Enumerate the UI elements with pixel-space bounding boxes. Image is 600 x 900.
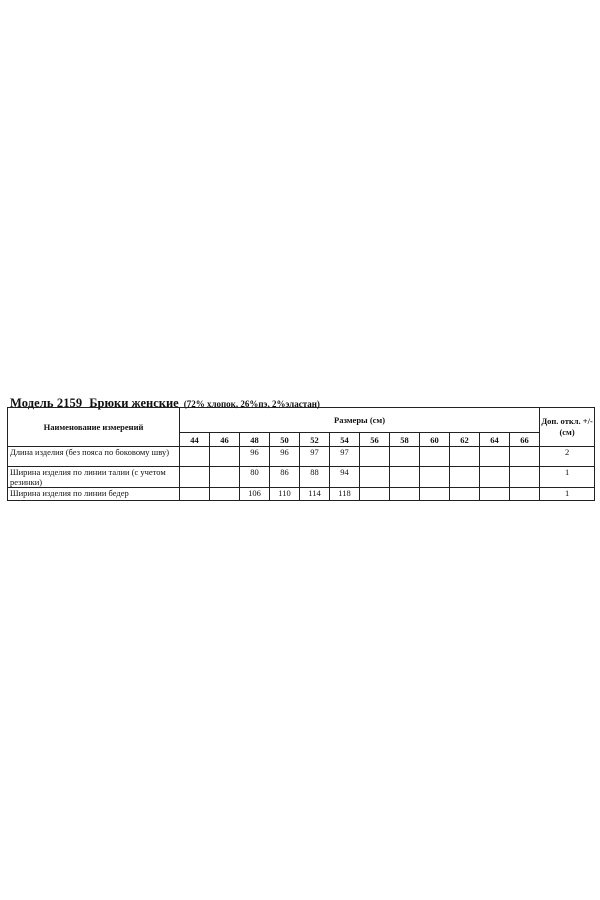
table-cell [360,467,390,488]
table-cell [360,447,390,467]
table-cell [360,488,390,501]
table-row [8,447,595,467]
header-deviation: Доп. откл. +/- (см) [540,408,595,447]
deviation-cell: 2 [540,447,595,467]
table-cell [390,447,420,467]
table-cell [390,488,420,501]
size-header-cell: 64 [480,433,510,447]
table-cell: 118 [330,488,360,501]
table-cell [180,447,210,467]
table-cell: 114 [300,488,330,501]
table-cell: 97 [330,447,360,467]
table-cell: 94 [330,467,360,488]
deviation-cell: 1 [540,467,595,488]
product-name: Брюки женские [89,396,179,410]
table-cell [210,488,240,501]
table-cell [510,447,540,467]
table-cell: 86 [270,467,300,488]
size-header-cell: 58 [390,433,420,447]
size-header-cell: 52 [300,433,330,447]
table-cell [480,488,510,501]
model-number: Модель 2159 [10,396,83,410]
table-cell [180,488,210,501]
table-cell: 110 [270,488,300,501]
table-cell [180,467,210,488]
table-cell: 97 [300,447,330,467]
table-cell [210,447,240,467]
size-header-cell: 60 [420,433,450,447]
header-sizes: Размеры (см) [180,408,540,433]
size-header-cell: 56 [360,433,390,447]
header-row [8,408,595,433]
table-row [8,467,595,488]
table-cell [450,447,480,467]
header-measurement-name: Наименование измерений [8,408,180,447]
table-cell [480,467,510,488]
fabric-composition: (72% хлопок, 26%пэ, 2%эластан) [183,399,320,409]
size-header-cell: 46 [210,433,240,447]
table-cell: 106 [240,488,270,501]
size-header-cell: 66 [510,433,540,447]
table-cell [390,467,420,488]
measurement-label: Длина изделия (без пояса по боковому шву) [8,447,180,467]
table-cell [450,467,480,488]
size-header-cell: 62 [450,433,480,447]
table-cell [420,447,450,467]
table-cell [420,488,450,501]
table-cell [210,467,240,488]
table-row [8,488,595,501]
table-cell: 96 [270,447,300,467]
size-header-cell: 54 [330,433,360,447]
size-header-cell: 50 [270,433,300,447]
table-cell: 88 [300,467,330,488]
size-header-cell: 44 [180,433,210,447]
table-cell: 96 [240,447,270,467]
measurement-label: Ширина изделия по линии бедер [8,488,180,501]
table-cell: 80 [240,467,270,488]
measurement-label: Ширина изделия по линии талии (с учетом резинки) [8,467,180,488]
size-table [7,407,595,501]
table-cell [480,447,510,467]
table-cell [510,488,540,501]
size-header-cell: 48 [240,433,270,447]
table-cell [510,467,540,488]
table-cell [450,488,480,501]
deviation-cell: 1 [540,488,595,501]
table-cell [420,467,450,488]
